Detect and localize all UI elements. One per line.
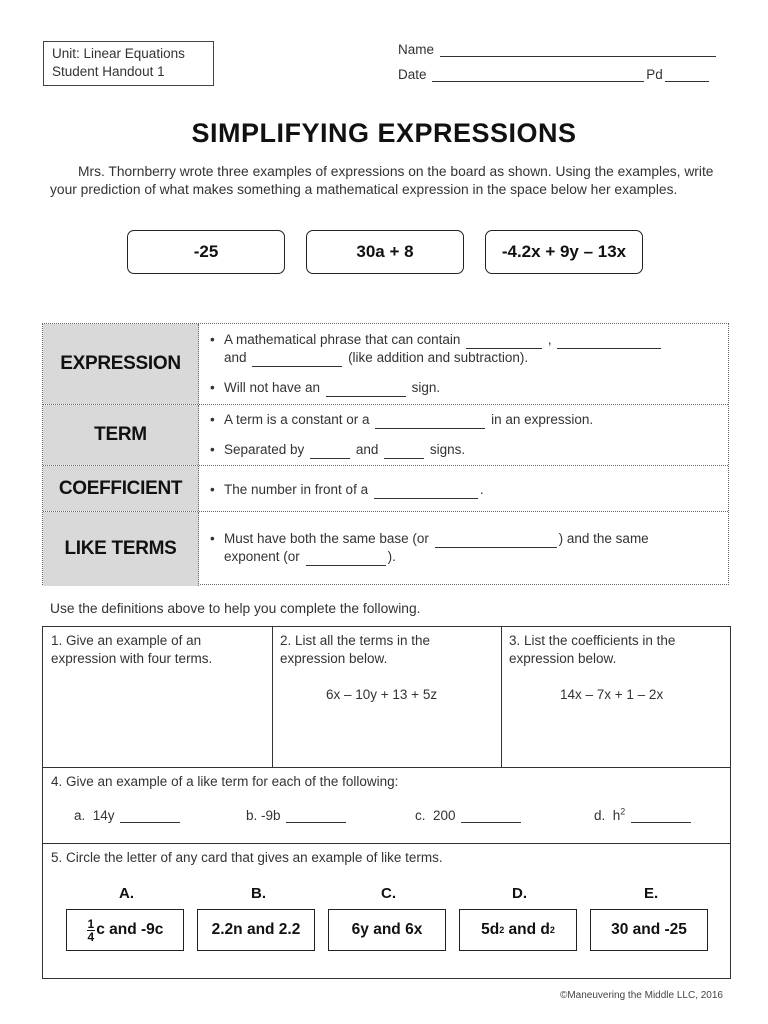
blank[interactable] (384, 445, 424, 459)
card-a[interactable]: $\frac{1}{4}$ c and -9c (66, 909, 184, 951)
vocab-row-expression (43, 324, 728, 404)
example-box-3: -4.2x + 9y – 13x (485, 230, 643, 274)
blank[interactable] (375, 415, 485, 429)
fraction: $\frac{1}{4}$ (87, 916, 95, 944)
vocab-term-coefficient: COEFFICIENT (43, 466, 199, 511)
blank[interactable] (374, 485, 478, 499)
card-letter-d[interactable]: D. (512, 885, 527, 902)
blank[interactable] (557, 335, 661, 349)
name-label: Name (398, 42, 435, 57)
question-1: 1. Give an example of an expression with four terms. (51, 633, 213, 666)
unit-label: Unit: Linear Equations (52, 46, 185, 61)
like-term-item-b: b. -9b (246, 808, 348, 823)
divider (43, 843, 730, 844)
question-2: 2. List all the terms in the expression below. (280, 633, 431, 666)
vocab-term-term: TERM (43, 405, 199, 465)
name-field[interactable] (398, 42, 718, 57)
date-label: Date (398, 67, 427, 82)
answer-blank[interactable] (631, 809, 691, 823)
unit-info-box (43, 41, 214, 86)
divider (272, 627, 273, 768)
like-term-item-c: c. 200 (415, 808, 523, 823)
question-3-expression: 14x – 7x + 1 – 2x (560, 687, 664, 702)
blank[interactable] (466, 335, 542, 349)
page-title: SIMPLIFYING EXPRESSIONS (191, 118, 577, 148)
vocab-term-like-terms: LIKE TERMS (43, 512, 199, 586)
vocab-term-expression: EXPRESSION (43, 324, 199, 404)
card-letter-a[interactable]: A. (119, 885, 134, 902)
card-letter-e[interactable]: E. (644, 885, 659, 902)
pd-blank[interactable] (665, 68, 709, 82)
example-box-1: -25 (127, 230, 285, 274)
answer-blank[interactable] (461, 809, 521, 823)
blank[interactable] (326, 383, 406, 397)
divider (501, 627, 502, 768)
example-box-2: 30a + 8 (306, 230, 464, 274)
vocab-def-like-terms: • Must have both the same base (or ) and the same exponent (or ). (208, 530, 720, 566)
date-blank[interactable] (432, 68, 644, 82)
vocabulary-table (42, 323, 729, 585)
question-5: 5. Circle the letter of any card that gives an example of like terms. (51, 850, 443, 865)
copyright-text: ©Maneuvering the Middle LLC, 2016 (559, 990, 723, 1001)
question-3: 3. List the coefficients in the expression below. (509, 633, 676, 666)
card-b[interactable]: 2.2n and 2.2 (197, 909, 315, 951)
card-letter-b[interactable]: B. (251, 885, 266, 902)
card-c[interactable]: 6y and 6x (328, 909, 446, 951)
vocab-row-coefficient (43, 465, 728, 511)
handout-label: Student Handout 1 (52, 64, 165, 79)
like-term-item-a: a. 14y (74, 808, 182, 823)
like-term-item-d: d. $h^2$ (594, 808, 693, 823)
vocab-row-like-terms (43, 511, 728, 586)
answer-blank[interactable] (286, 809, 346, 823)
card-e[interactable]: 30 and -25 (590, 909, 708, 951)
blank[interactable] (310, 445, 350, 459)
blank[interactable] (306, 552, 386, 566)
card-d[interactable]: 5d 2 and d 2 (459, 909, 577, 951)
vocab-def-coefficient: • The number in front of a . (208, 481, 720, 499)
date-field[interactable] (398, 67, 711, 82)
divider (43, 767, 730, 768)
question-2-expression: 6x – 10y + 13 + 5z (326, 687, 438, 702)
vocab-def-expression: • A mathematical phrase that can contain , and (like addition and subtraction). • Will not have an sign. (208, 331, 720, 397)
vocab-row-term (43, 404, 728, 465)
blank[interactable] (252, 353, 342, 367)
name-blank[interactable] (440, 43, 716, 57)
blank[interactable] (435, 534, 557, 548)
instructions-line: Use the definitions above to help you complete the following. (50, 601, 421, 616)
intro-paragraph: Mrs. Thornberry wrote three examples of expressions on the board as shown. Using the examples, write your prediction of what makes something a mathematical expression in the space below her examples. (50, 164, 714, 197)
pd-label: Pd (646, 67, 663, 82)
vocab-def-term: • A term is a constant or a in an expression. • Separated by and signs. (208, 411, 720, 459)
card-letter-c[interactable]: C. (381, 885, 396, 902)
question-4: 4. Give an example of a like term for each of the following: (51, 774, 399, 789)
answer-blank[interactable] (120, 809, 180, 823)
